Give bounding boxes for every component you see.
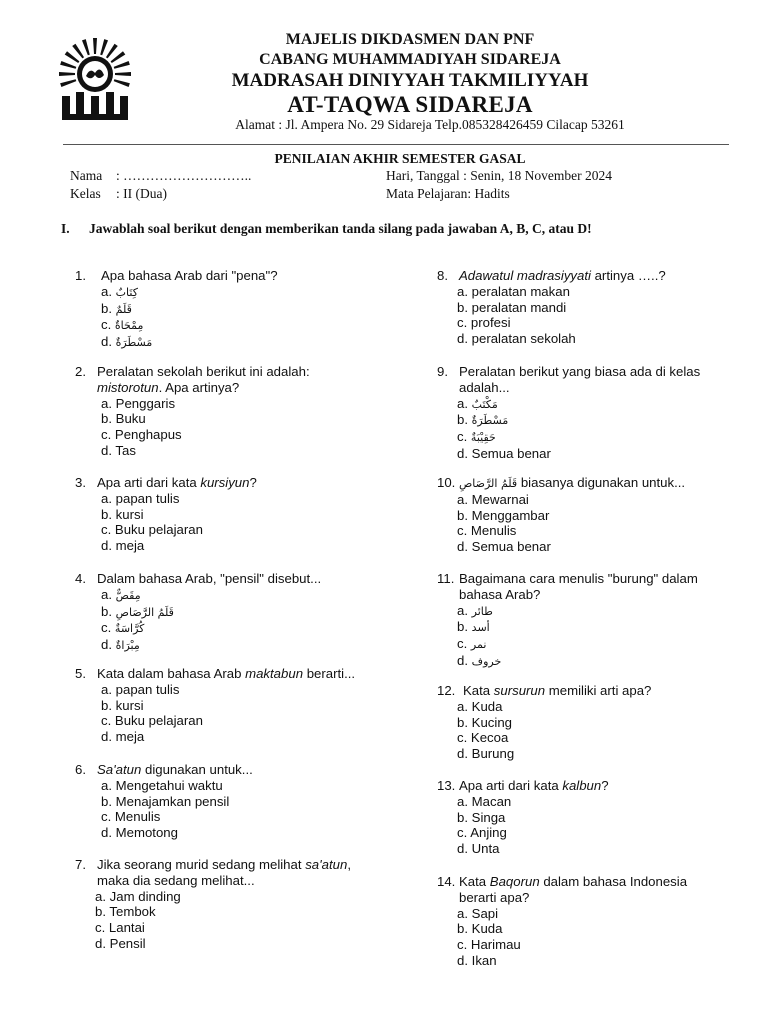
exam-subject: Mata Pelajaran: Hadits xyxy=(386,186,510,201)
option-b: b. Kucing xyxy=(457,714,512,730)
option-b: b. Menajamkan pensil xyxy=(101,793,230,809)
question-text: Peralatan sekolah berikut ini adalah: xyxy=(97,364,310,379)
question-12: 12. Kata sursurun memiliki arti apa? a. Kuda b. Kucing c. Kecoa d. Burung xyxy=(437,683,737,762)
question-number: 9. xyxy=(437,364,448,379)
option-a: a. Penggaris xyxy=(101,395,176,411)
question-number: 1. xyxy=(75,268,86,283)
question-4 xyxy=(75,571,405,654)
question-10: 10. قَلَمُ الرَّصَاصِ biasanya digunakan untuk... a. Mewarnai b. Menggambar c. Menulis d. Semua benar xyxy=(437,475,737,555)
option-c: c. Buku pelajaran xyxy=(101,522,203,538)
option-a: a. peralatan makan xyxy=(457,283,570,299)
question-term: sursurun xyxy=(493,683,546,698)
question-text-continued: berarti apa? xyxy=(459,889,530,905)
header-school-name: AT-TAQWA SIDAREJA xyxy=(287,92,533,117)
option-a: a. papan tulis xyxy=(101,681,180,697)
option-a: a. Mengetahui waktu xyxy=(101,777,223,793)
question-number: 7. xyxy=(75,857,86,872)
question-number: 5. xyxy=(75,666,86,681)
question-number: 3. xyxy=(75,475,86,490)
question-2: 2. Peralatan sekolah berikut ini adalah: mistorotun. Apa artinya? a. Penggaris b. Buku c. Penghapus d. Tas xyxy=(75,364,405,459)
arabic-text: مَكْتَبٌ xyxy=(471,397,498,411)
option-c: c. profesi xyxy=(457,315,511,331)
option-c: c. كُرَّاسَةٌ xyxy=(101,620,145,636)
question-8: 8. Adawatul madrasiyyati artinya …..? a. peralatan makan b. peralatan mandi c. profesi d. peralatan sekolah xyxy=(437,268,737,347)
header-divider xyxy=(63,144,729,145)
option-d: d. مَسْطَرَةٌ xyxy=(101,334,153,350)
question-6: 6. Sa'atun digunakan untuk... a. Mengetahui waktu b. Menajamkan pensil c. Menulis d. Memotong xyxy=(75,762,405,841)
option-c: c. حَقِيْبَةٌ xyxy=(457,429,496,445)
option-d: d. peralatan sekolah xyxy=(457,331,576,347)
question-3: 3. Apa arti dari kata kursiyun? a. papan tulis b. kursi c. Buku pelajaran d. meja xyxy=(75,475,405,554)
option-c: c. Menulis xyxy=(457,523,517,539)
header-school-type: MADRASAH DINIYYAH TAKMILIYYAH xyxy=(231,70,589,91)
option-b: b. kursi xyxy=(101,506,144,522)
option-b: b. Kuda xyxy=(457,921,503,937)
option-c: c. Lantai xyxy=(95,920,145,936)
option-b: b. Buku xyxy=(101,411,146,427)
option-c: c. Menulis xyxy=(101,809,161,825)
question-text: Bagaimana cara menulis "burung" dalam xyxy=(459,571,698,586)
section-instruction xyxy=(61,221,592,237)
question-9 xyxy=(437,364,737,462)
exam-date: Hari, Tanggal : Senin, 18 November 2024 xyxy=(386,168,613,183)
option-a: a. papan tulis xyxy=(101,490,180,506)
arabic-text: خروف xyxy=(471,654,502,668)
option-b: b. Menggambar xyxy=(457,507,550,523)
option-c: c. Kecoa xyxy=(457,730,509,746)
option-a: a. مَكْتَبٌ xyxy=(457,395,498,411)
header-address: Alamat : Jl. Ampera No. 29 Sidareja Telp.085328426459 Cilacap 53261 xyxy=(235,117,625,132)
question-number: 2. xyxy=(75,364,86,379)
option-d: d. Ikan xyxy=(457,952,497,968)
question-term: Adawatul madrasiyyati xyxy=(459,268,591,283)
header-branch: CABANG MUHAMMADIYAH SIDAREJA xyxy=(259,51,561,68)
option-b: b. Tembok xyxy=(95,904,156,920)
option-a: a. كِتَابٌ xyxy=(101,283,138,299)
option-d: d. Unta xyxy=(457,841,500,857)
question-text-continued: maka dia sedang melihat... xyxy=(97,872,255,888)
option-d: d. meja xyxy=(101,729,145,745)
option-a: a. Mewarnai xyxy=(457,491,529,507)
arabic-text: حَقِيْبَةٌ xyxy=(470,431,496,445)
question-number: 14. xyxy=(437,874,456,889)
arabic-text: كُرَّاسَةٌ xyxy=(114,622,145,636)
option-d: d. Memotong xyxy=(101,825,178,841)
arabic-text: قَلَمُ الرَّصَاصِ xyxy=(115,605,174,619)
option-b: b. kursi xyxy=(101,697,144,713)
option-a: a. Kuda xyxy=(457,698,503,714)
option-a: a. طائر xyxy=(457,602,493,618)
question-number: 8. xyxy=(437,268,448,283)
question-text-continued: bahasa Arab? xyxy=(459,586,541,602)
option-d: d. meja xyxy=(101,538,145,554)
question-term: sa'atun xyxy=(305,857,348,872)
question-13: 13. Apa arti dari kata kalbun? a. Macan b. Singa c. Anjing d. Unta xyxy=(437,778,737,857)
question-number: 6. xyxy=(75,762,86,777)
option-d: d. Burung xyxy=(457,746,515,762)
question-number: 4. xyxy=(75,571,86,586)
option-b: b. peralatan mandi xyxy=(457,299,567,315)
question-number: 13. xyxy=(437,778,456,793)
option-b: b. Singa xyxy=(457,809,506,825)
question-11 xyxy=(437,571,737,670)
instruction-text: Jawablah soal berikut dengan memberikan tanda silang pada jawaban A, B, C, atau D! xyxy=(89,221,592,236)
option-b: b. قَلَمٌ xyxy=(101,300,132,316)
option-c: c. Harimau xyxy=(457,937,521,953)
question-term: Baqorun xyxy=(489,874,540,889)
option-c: c. Buku pelajaran xyxy=(101,713,203,729)
header-organization: MAJELIS DIKDASMEN DAN PNF xyxy=(285,31,535,48)
name-field: : ……………………….. xyxy=(116,168,252,183)
option-d: d. Semua benar xyxy=(457,539,551,555)
arabic-text: قَلَمُ الرَّصَاصِ xyxy=(459,477,518,490)
arabic-text: كِتَابٌ xyxy=(115,285,138,299)
question-14: 14. Kata Baqorun dalam bahasa Indonesia berarti apa? a. Sapi b. Kuda c. Harimau d. Ikan xyxy=(437,874,737,969)
question-number: 11. xyxy=(437,571,455,586)
option-d: d. مِبْرَاةٌ xyxy=(101,637,140,653)
question-term: kalbun xyxy=(562,778,602,793)
option-c: c. نمر xyxy=(457,636,487,652)
class-label: Kelas xyxy=(70,186,101,201)
option-d: d. Tas xyxy=(101,442,136,458)
option-b: b. قَلَمُ الرَّصَاصِ xyxy=(101,603,174,619)
option-c: c. مِمْحَاةٌ xyxy=(101,317,144,333)
question-text: Peralatan berikut yang biasa ada di kelas xyxy=(459,364,701,379)
arabic-text: طائر xyxy=(471,604,493,618)
question-term: mistorotun xyxy=(97,379,159,395)
question-term: maktabun xyxy=(245,666,304,681)
arabic-text: مِمْحَاةٌ xyxy=(114,319,144,333)
question-7: 7. Jika seorang murid sedang melihat sa'atun, maka dia sedang melihat... a. Jam dinding b. Tembok c. Lantai d. Pensil xyxy=(75,857,405,952)
option-c: c. Anjing xyxy=(457,825,507,841)
section-number: I. xyxy=(61,221,70,236)
class-value: : II (Dua) xyxy=(116,186,167,201)
question-number: 12. xyxy=(437,683,456,698)
option-d: d. Pensil xyxy=(95,935,146,951)
option-c: c. Penghapus xyxy=(101,427,182,443)
arabic-text: مَسْطَرَةٌ xyxy=(115,336,153,350)
exam-title: PENILAIAN AKHIR SEMESTER GASAL xyxy=(274,151,526,166)
option-a: a. Jam dinding xyxy=(95,888,181,904)
arabic-text: مِقَصٌّ xyxy=(115,588,141,602)
question-text: Dalam bahasa Arab, "pensil" disebut... xyxy=(97,571,322,586)
option-d: d. Semua benar xyxy=(457,445,551,461)
option-b: b. مَسْطَرَةٌ xyxy=(457,412,509,428)
name-label: Nama xyxy=(70,168,103,183)
question-text-continued: adalah... xyxy=(459,379,510,395)
muhammadiyah-logo-icon xyxy=(56,36,134,124)
arabic-text: نمر xyxy=(470,638,487,652)
question-term: kursiyun xyxy=(200,475,250,490)
arabic-text: مَسْطَرَةٌ xyxy=(471,414,509,428)
question-number: 10. xyxy=(437,475,456,490)
option-b: b. أسد xyxy=(457,619,490,635)
option-d: d. خروف xyxy=(457,652,502,668)
option-a: a. Sapi xyxy=(457,905,499,921)
arabic-text: أسد xyxy=(471,621,490,635)
arabic-text: قَلَمٌ xyxy=(115,302,132,316)
arabic-text: مِبْرَاةٌ xyxy=(115,639,140,653)
question-text: Apa bahasa Arab dari "pena"? xyxy=(101,268,278,283)
option-a: a. مِقَصٌّ xyxy=(101,586,141,602)
option-a: a. Macan xyxy=(457,793,512,809)
question-term: Sa'atun xyxy=(97,762,142,777)
question-5: 5. Kata dalam bahasa Arab maktabun berarti... a. papan tulis b. kursi c. Buku pelajaran d. meja xyxy=(75,666,405,745)
question-1 xyxy=(75,268,405,351)
